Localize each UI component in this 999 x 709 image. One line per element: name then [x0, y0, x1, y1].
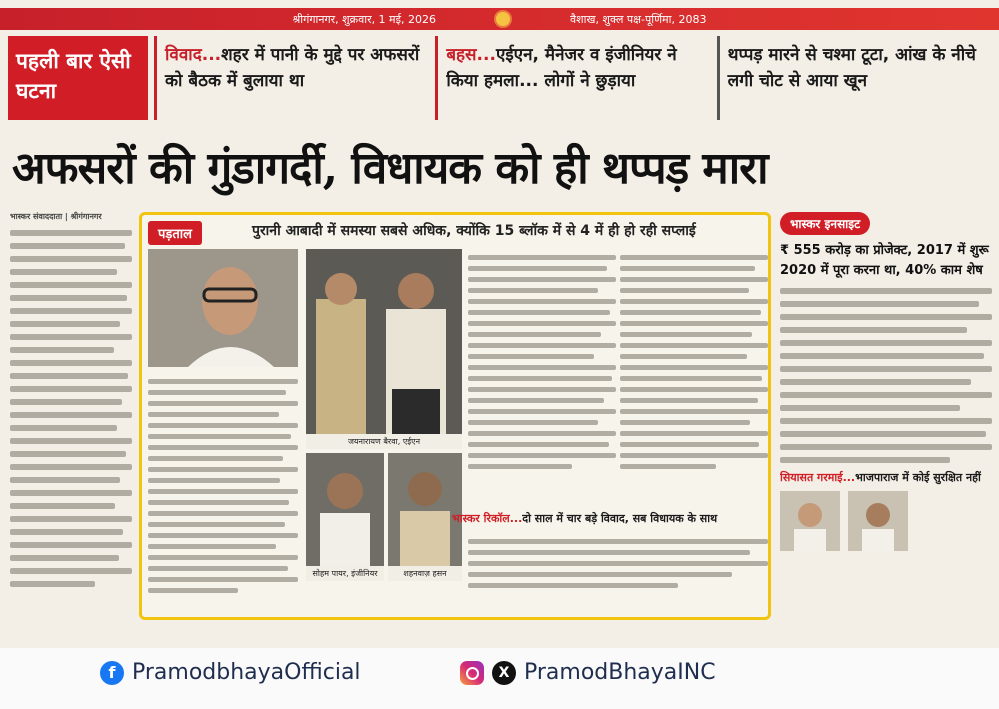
insight-headline: ₹ 555 करोड़ का प्रोजेक्ट, 2017 में शुरू 2020 में पूरा करना था, 40% काम शेष [780, 243, 989, 278]
photo-mla [148, 249, 298, 367]
siyasat-tag: सियासत गरमाई... [780, 471, 856, 484]
recall-text: दो साल में चार बड़े विवाद, सब विधायक के साथ [522, 512, 718, 525]
kicker-argument [435, 36, 710, 120]
social-handle: PramodBhayaINC [524, 660, 716, 685]
caption-aen: जयनारायण बैरवा, एईएन [306, 434, 462, 449]
siyasat-heading [780, 470, 992, 485]
kicker-strip [8, 36, 992, 120]
recall-tag: भास्कर रिकॉल... [452, 512, 523, 525]
aen-photo-illustration [306, 249, 462, 449]
photo-aen [306, 249, 462, 449]
insight-label: भास्कर इनसाइट [780, 212, 870, 235]
box-text-col-1 [148, 373, 298, 599]
kicker-argument-tag: बहस... [446, 45, 496, 65]
siyasat-text: भाजपाराज में कोई सुरक्षित नहीं [855, 471, 981, 484]
instagram-icon [460, 661, 484, 685]
left-article [10, 210, 132, 640]
engineer-photo-illustration [306, 453, 384, 581]
insight-text-lines [780, 288, 992, 463]
recall-bullets [468, 533, 768, 594]
recall-heading [452, 511, 768, 526]
x-icon: X [492, 661, 516, 685]
facebook-icon: f [100, 661, 124, 685]
dateline-right: वैशाख, शुक्ल पक्ष-पूर्णिमा, 2083 [570, 12, 707, 26]
facebook-handle: PramodbhayaOfficial [132, 660, 361, 685]
instagram-x-link[interactable] [460, 660, 716, 685]
kicker-argument-text: एईएन, मैनेजर व इंजीनियर ने किया हमला... लोगों ने छुड़ाया [446, 45, 677, 91]
dateline-left: श्रीगंगानगर, शुक्रवार, 1 मई, 2026 [292, 12, 437, 26]
caption-engineer: सोहम पायर, इंजीनियर [306, 566, 384, 581]
article-text-lines [10, 230, 132, 587]
dateline [0, 8, 999, 30]
kicker-dispute-text: शहर में पानी के मुद्दे पर अफसरों को बैठक में बुलाया था [165, 45, 420, 91]
kicker-injury-text: थप्पड़ मारने से चश्मा टूटा, आंख के नीचे लगी चोट से आया खून [727, 45, 976, 91]
investigation-subhead: पुरानी आबादी में समस्या सबसे अधिक, क्योंकि 15 ब्लॉक में से 4 में ही हो रही सप्लाई [252, 223, 696, 239]
photo-shahnawaz [388, 453, 462, 581]
investigation-label: पड़ताल [148, 221, 202, 245]
first-time-badge: पहली बार ऐसी घटना [8, 36, 148, 120]
kicker-injury [717, 36, 992, 120]
byline: भास्कर संवाददाता | श्रीगंगानगर [10, 212, 102, 221]
photo-engineer [306, 453, 384, 581]
siyasat-photos [780, 491, 992, 551]
box-text-col-2 [468, 249, 616, 475]
politician-photo-2 [848, 491, 908, 551]
main-headline: अफसरों की गुंडागर्दी, विधायक को ही थप्पड़ मारा [12, 143, 768, 194]
sun-icon [496, 12, 510, 26]
kicker-dispute [154, 36, 429, 120]
politician-photo-1 [780, 491, 840, 551]
shahnawaz-photo-illustration [388, 453, 462, 581]
box-text-col-3 [620, 249, 768, 475]
social-footer [0, 648, 999, 709]
right-column [780, 212, 992, 642]
mla-photo-illustration [148, 249, 298, 367]
investigation-box [139, 212, 771, 620]
kicker-dispute-tag: विवाद... [165, 45, 222, 65]
caption-shahnawaz: शहनवाज़ हसन [388, 566, 462, 581]
facebook-link[interactable] [100, 660, 361, 685]
